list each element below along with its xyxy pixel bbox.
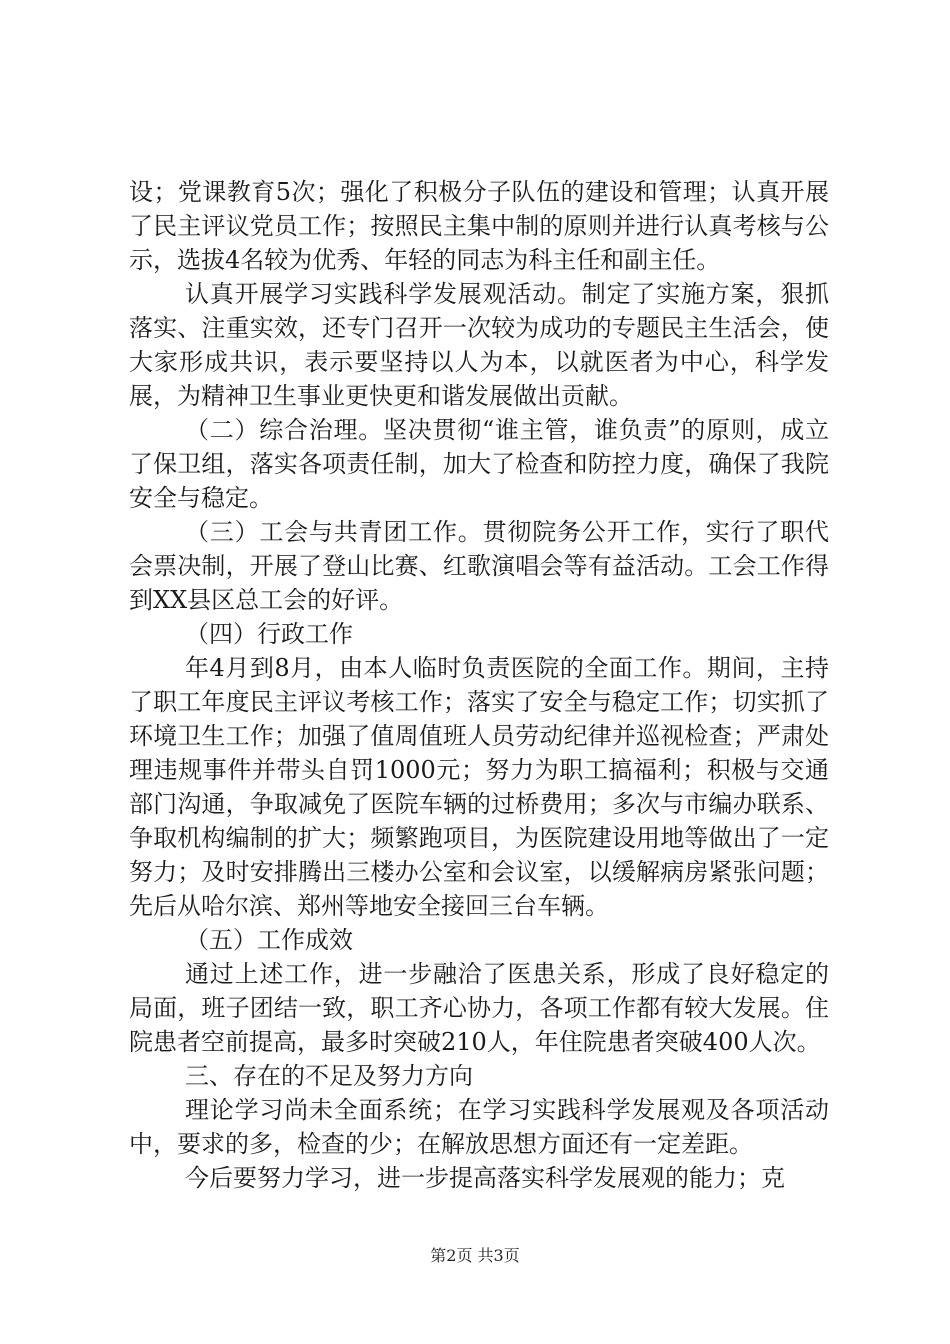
paragraph-administrative-work: 年4月到8月，由本人临时负责医院的全面工作。期间，主持了职工年度民主评议考核工作；落实了安全与稳定工作；切实抓了环境卫生工作；加强了值周值班人员劳动纪律并巡视检查；严肃处理违规事件并带头自罚1000元；努力为职工搞福利；积极与交通部门沟通，争取减免了医院车辆的过桥费用；多次与市编办联系、争取机构编制的扩大；频繁跑项目，为医院建设用地等做出了一定努力；及时安排腾出三楼办公室和会议室，以缓解病房紧张问题；先后从哈尔滨、郑州等地安全接回三台车辆。 <box>129 654 829 920</box>
paragraph-shortcomings: 理论学习尚未全面系统；在学习实践科学发展观及各项活动中，要求的多，检查的少；在解放思想方面还有一定差距。 <box>129 1096 829 1158</box>
heading-work-results: （五）工作成效 <box>185 926 353 954</box>
heading-administrative-work: （四）行政工作 <box>185 620 353 648</box>
paragraph-comprehensive-governance: （二）综合治理。坚决贯彻“谁主管，谁负责”的原则，成立了保卫组，落实各项责任制，加大了检查和防控力度，确保了我院安全与稳定。 <box>129 416 829 512</box>
document-body <box>129 175 829 1195</box>
paragraph-work-results: 通过上述工作，进一步融洽了医患关系，形成了良好稳定的局面，班子团结一致，职工齐心协力，各项工作都有较大发展。住院患者空前提高，最多时突破210人，年住院患者突破400人次。 <box>129 960 829 1056</box>
paragraph-continuation: 设；党课教育5次；强化了积极分子队伍的建设和管理；认真开展了民主评议党员工作；按照民主集中制的原则并进行认真考核与公示，选拔4名较为优秀、年轻的同志为科主任和副主任。 <box>129 178 829 274</box>
heading-shortcomings: 三、存在的不足及努力方向 <box>185 1062 473 1090</box>
paragraph-study-practice: 认真开展学习实践科学发展观活动。制定了实施方案，狠抓落实、注重实效，还专门召开一次较为成功的专题民主生活会，使大家形成共识，表示要坚持以人为本，以就医者为中心，科学发展，为精神卫生事业更快更和谐发展做出贡献。 <box>129 280 829 410</box>
page-number-footer: 第2页 共3页 <box>430 1246 520 1265</box>
paragraph-union-youth-league: （三）工会与共青团工作。贯彻院务公开工作，实行了职代会票决制，开展了登山比赛、红歌演唱会等有益活动。工会工作得到XX县区总工会的好评。 <box>129 518 829 614</box>
paragraph-future-direction: 今后要努力学习，进一步提高落实科学发展观的能力；克 <box>185 1164 785 1192</box>
